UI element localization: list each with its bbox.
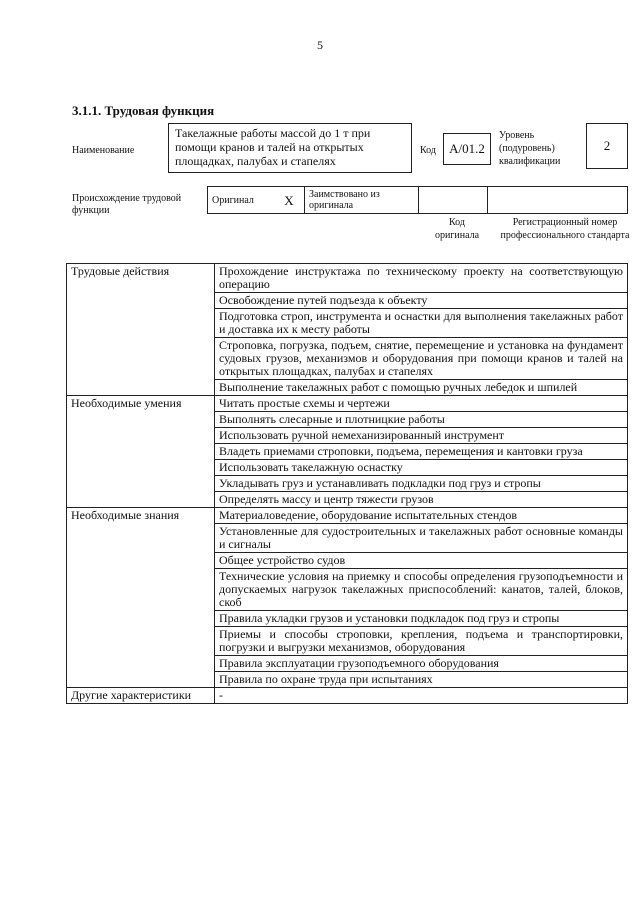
section-label: Необходимые умения (67, 396, 215, 508)
functions-table (66, 263, 628, 704)
code-value: А/01.2 (443, 133, 491, 165)
section-label: Необходимые знания (67, 508, 215, 688)
borrowed-label: Заимствовано из оригинала (305, 187, 419, 214)
original-mark: X (274, 187, 305, 214)
name-label: Наименование (72, 145, 135, 156)
code-label: Код (420, 145, 436, 156)
section-item: Установленные для судостроительных и такелажных работ основные команды и сигналы (215, 524, 628, 553)
section-item: Правила эксплуатации грузоподъемного оборудования (215, 656, 628, 672)
section-item: Выполнять слесарные и плотницкие работы (215, 412, 628, 428)
section-item: Подготовка строп, инструмента и оснастки для выполнения такелажных работ и доставка их к месту работы (215, 309, 628, 338)
section-item: Освобождение путей подъезда к объекту (215, 293, 628, 309)
section-item: Правила укладки грузов и установки подкладок под груз и стропы (215, 611, 628, 627)
section-label: Трудовые действия (67, 264, 215, 396)
original-code-cell (419, 187, 488, 214)
section-item: Владеть приемами строповки, подъема, перемещения и кантовки груза (215, 444, 628, 460)
qualification-level-value: 2 (586, 123, 628, 169)
table-row (67, 396, 628, 412)
function-name-value: Такелажные работы массой до 1 т при помощи кранов и талей на открытых площадках, палубах и стапелях (168, 123, 412, 173)
section-item: Общее устройство судов (215, 553, 628, 569)
table-row (67, 508, 628, 524)
section-item: Приемы и способы строповки, крепления, подъема и транспортировки, погрузки и выгрузки механизмов, оборудования (215, 627, 628, 656)
section-item: Укладывать груз и устанавливать подкладки под груз и стропы (215, 476, 628, 492)
origin-label: Происхождение трудовой функции (72, 193, 182, 216)
section-item: Строповка, погрузка, подъем, снятие, перемещение и установка на фундамент судовых грузов, механизмов и оборудования при помощи кранов и талей на открытых площадках, палубах и стапелях (215, 338, 628, 380)
section-heading: 3.1.1. Трудовая функция (72, 103, 215, 118)
section-item: Читать простые схемы и чертежи (215, 396, 628, 412)
section-item: Использовать такелажную оснастку (215, 460, 628, 476)
section-item: Выполнение такелажных работ с помощью ручных лебедок и шпилей (215, 380, 628, 396)
original-label: Оригинал (208, 187, 275, 214)
original-code-caption: Код оригинала (434, 217, 480, 241)
table-row (67, 688, 628, 704)
section-item: Материаловедение, оборудование испытательных стендов (215, 508, 628, 524)
section-item: Прохождение инструктажа по техническому проекту на соответствующую операцию (215, 264, 628, 293)
section-label: Другие характеристики (67, 688, 215, 704)
section-item: Правила по охране труда при испытаниях (215, 672, 628, 688)
reg-number-cell (488, 187, 628, 214)
section-item: Технические условия на приемку и способы определения грузоподъемности и допускаемых нагрузок такелажных приспособлений: канатов, талей, блоков, скоб (215, 569, 628, 611)
section-item: Использовать ручной немеханизированный инструмент (215, 428, 628, 444)
section-item: - (215, 688, 628, 704)
page-number: 5 (317, 38, 323, 52)
reg-number-caption: Регистрационный номер профессионального стандарта (500, 217, 630, 241)
table-row (67, 264, 628, 293)
section-item: Определять массу и центр тяжести грузов (215, 492, 628, 508)
origin-table (207, 186, 628, 214)
qualification-level-label: Уровень (подуровень) квалификации (499, 130, 561, 167)
